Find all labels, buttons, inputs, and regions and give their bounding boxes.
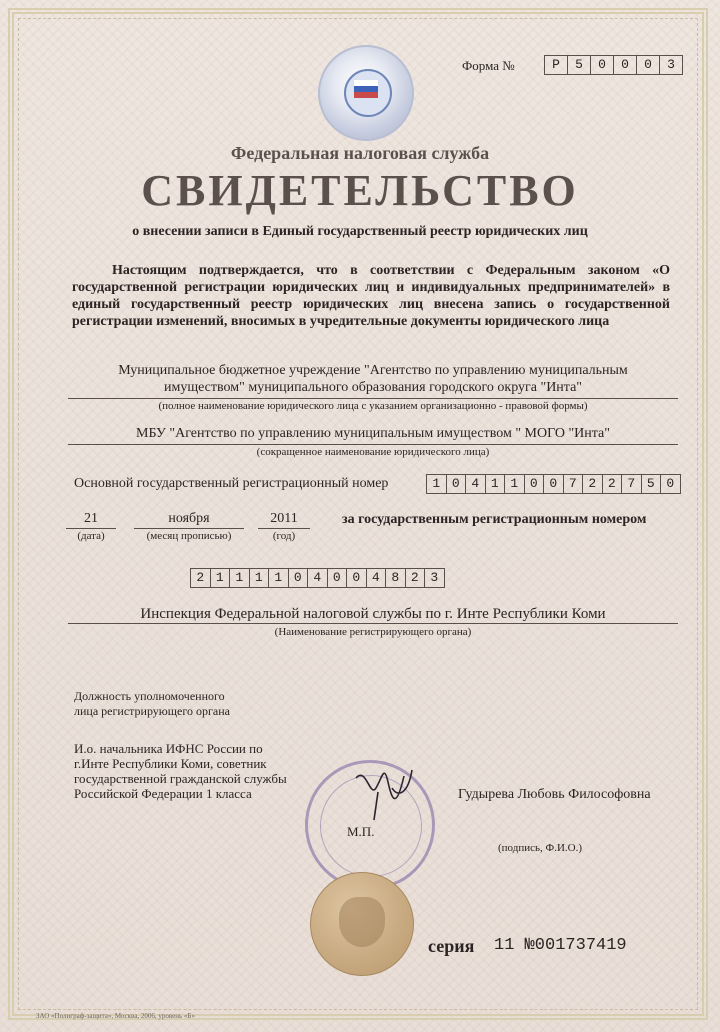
ogrn-digit: 4	[466, 475, 486, 493]
ogrn-digit: 2	[583, 475, 603, 493]
position-label-line1: Должность уполномоченного	[74, 689, 225, 703]
grn-digit: 4	[367, 569, 387, 587]
full-name-line2: имуществом" муниципального образования городского округа "Инта"	[163, 380, 583, 395]
grn-digit: 0	[328, 569, 348, 587]
grn-number-box	[190, 568, 445, 588]
forma-digit: 5	[568, 56, 591, 74]
date-month: ноября	[168, 511, 210, 526]
ogrn-digit: 0	[544, 475, 564, 493]
official-position	[74, 741, 287, 801]
date-year-underline	[258, 528, 310, 529]
forma-digit: 0	[614, 56, 637, 74]
forma-label: Форма №	[462, 58, 515, 73]
position-line2: г.Инте Республики Коми, советник	[74, 756, 267, 771]
forma-digit: Р	[545, 56, 568, 74]
grn-digit: 0	[289, 569, 309, 587]
date-month-caption: (месяц прописью)	[146, 530, 232, 542]
position-label	[74, 689, 230, 719]
forma-digit: 3	[667, 57, 675, 72]
date-year-caption: (год)	[272, 530, 296, 542]
grn-label: за государственным регистрационным номером	[342, 512, 647, 527]
grn-digit: 0	[347, 569, 367, 587]
hologram-emblem	[318, 45, 414, 141]
authority-caption: (Наименование регистрирующего органа)	[274, 626, 472, 638]
grn-digit: 4	[308, 569, 328, 587]
eagle-emblem-icon	[339, 897, 385, 947]
ogrn-digit: 0	[666, 476, 675, 491]
date-day-underline	[66, 528, 116, 529]
embossed-seal	[310, 872, 414, 976]
full-name-line1: Муниципальное бюджетное учреждение "Агентство по управлению муниципальным	[118, 363, 628, 378]
date-year: 2011	[270, 511, 298, 526]
signer-name: Гудырева Любовь Философовна	[458, 787, 651, 802]
short-name-caption: (сокращенное наименование юридического лица)	[256, 446, 490, 458]
ogrn-digit: 1	[486, 475, 506, 493]
ogrn-digit: 5	[642, 475, 662, 493]
registering-authority: Инспекция Федеральной налоговой службы по г. Инте Республики Коми	[140, 606, 606, 622]
signature-caption: (подпись, Ф.И.О.)	[498, 842, 582, 854]
ogrn-digit: 1	[427, 475, 447, 493]
full-name-caption: (полное наименование юридического лица с указанием организационно - правовой формы)	[158, 400, 588, 412]
full-name	[68, 362, 678, 396]
grn-digit: 1	[250, 569, 270, 587]
series-label: серия	[428, 936, 475, 956]
forma-digit: 0	[637, 56, 660, 74]
date-day: 21	[84, 511, 98, 526]
grn-digit: 1	[211, 569, 231, 587]
forma-number-box	[544, 55, 683, 75]
agency-name: Федеральная налоговая служба	[230, 143, 490, 163]
authority-underline	[68, 623, 678, 624]
flag-icon	[354, 80, 378, 98]
date-day-caption: (дата)	[77, 530, 105, 542]
ogrn-digit: 7	[622, 475, 642, 493]
document-subtitle: о внесении записи в Единый государственный реестр юридических лиц	[132, 224, 588, 239]
ogrn-label: Основной государственный регистрационный номер	[74, 476, 389, 491]
ogrn-digit: 0	[525, 475, 545, 493]
short-name-underline	[68, 444, 678, 445]
full-name-underline	[68, 398, 678, 399]
position-line3: государственной гражданской службы	[74, 771, 287, 786]
position-label-line2: лица регистрирующего органа	[74, 704, 230, 718]
forma-digit: 0	[591, 56, 614, 74]
ogrn-digit: 1	[505, 475, 525, 493]
printer-imprint: ЗАО «Полиграф-защита», Москва, 2006, уровень «Б»	[36, 1012, 195, 1020]
ogrn-digit: 0	[447, 475, 467, 493]
grn-digit: 2	[191, 569, 211, 587]
ogrn-digit: 7	[564, 475, 584, 493]
document-title: СВИДЕТЕЛЬСТВО	[141, 166, 579, 215]
series-number: 11 №001737419	[494, 936, 627, 955]
grn-digit: 1	[269, 569, 289, 587]
mp-mark: М.П.	[347, 824, 375, 839]
ogrn-number-box	[426, 474, 681, 494]
position-line4: Российской Федерации 1 класса	[74, 786, 252, 801]
short-name: МБУ "Агентство по управлению муниципальным имуществом " МОГО "Инта"	[136, 426, 610, 441]
position-line1: И.о. начальника ИФНС России по	[74, 741, 263, 756]
grn-digit: 8	[386, 569, 406, 587]
ogrn-digit: 2	[603, 475, 623, 493]
grn-digit: 3	[430, 570, 439, 585]
date-month-underline	[134, 528, 244, 529]
grn-digit: 2	[406, 569, 426, 587]
handwritten-signature	[348, 758, 418, 828]
grn-digit: 1	[230, 569, 250, 587]
confirmation-paragraph: Настоящим подтверждается, что в соответствии с Федеральным законом «О государственной регистрации юридических лиц и индивидуальных предпринимателей» в единый государственный реестр юридических лиц внесена запись о государственной регистрации изменений, вносимых в учредительные документы юридического лица	[72, 263, 670, 329]
